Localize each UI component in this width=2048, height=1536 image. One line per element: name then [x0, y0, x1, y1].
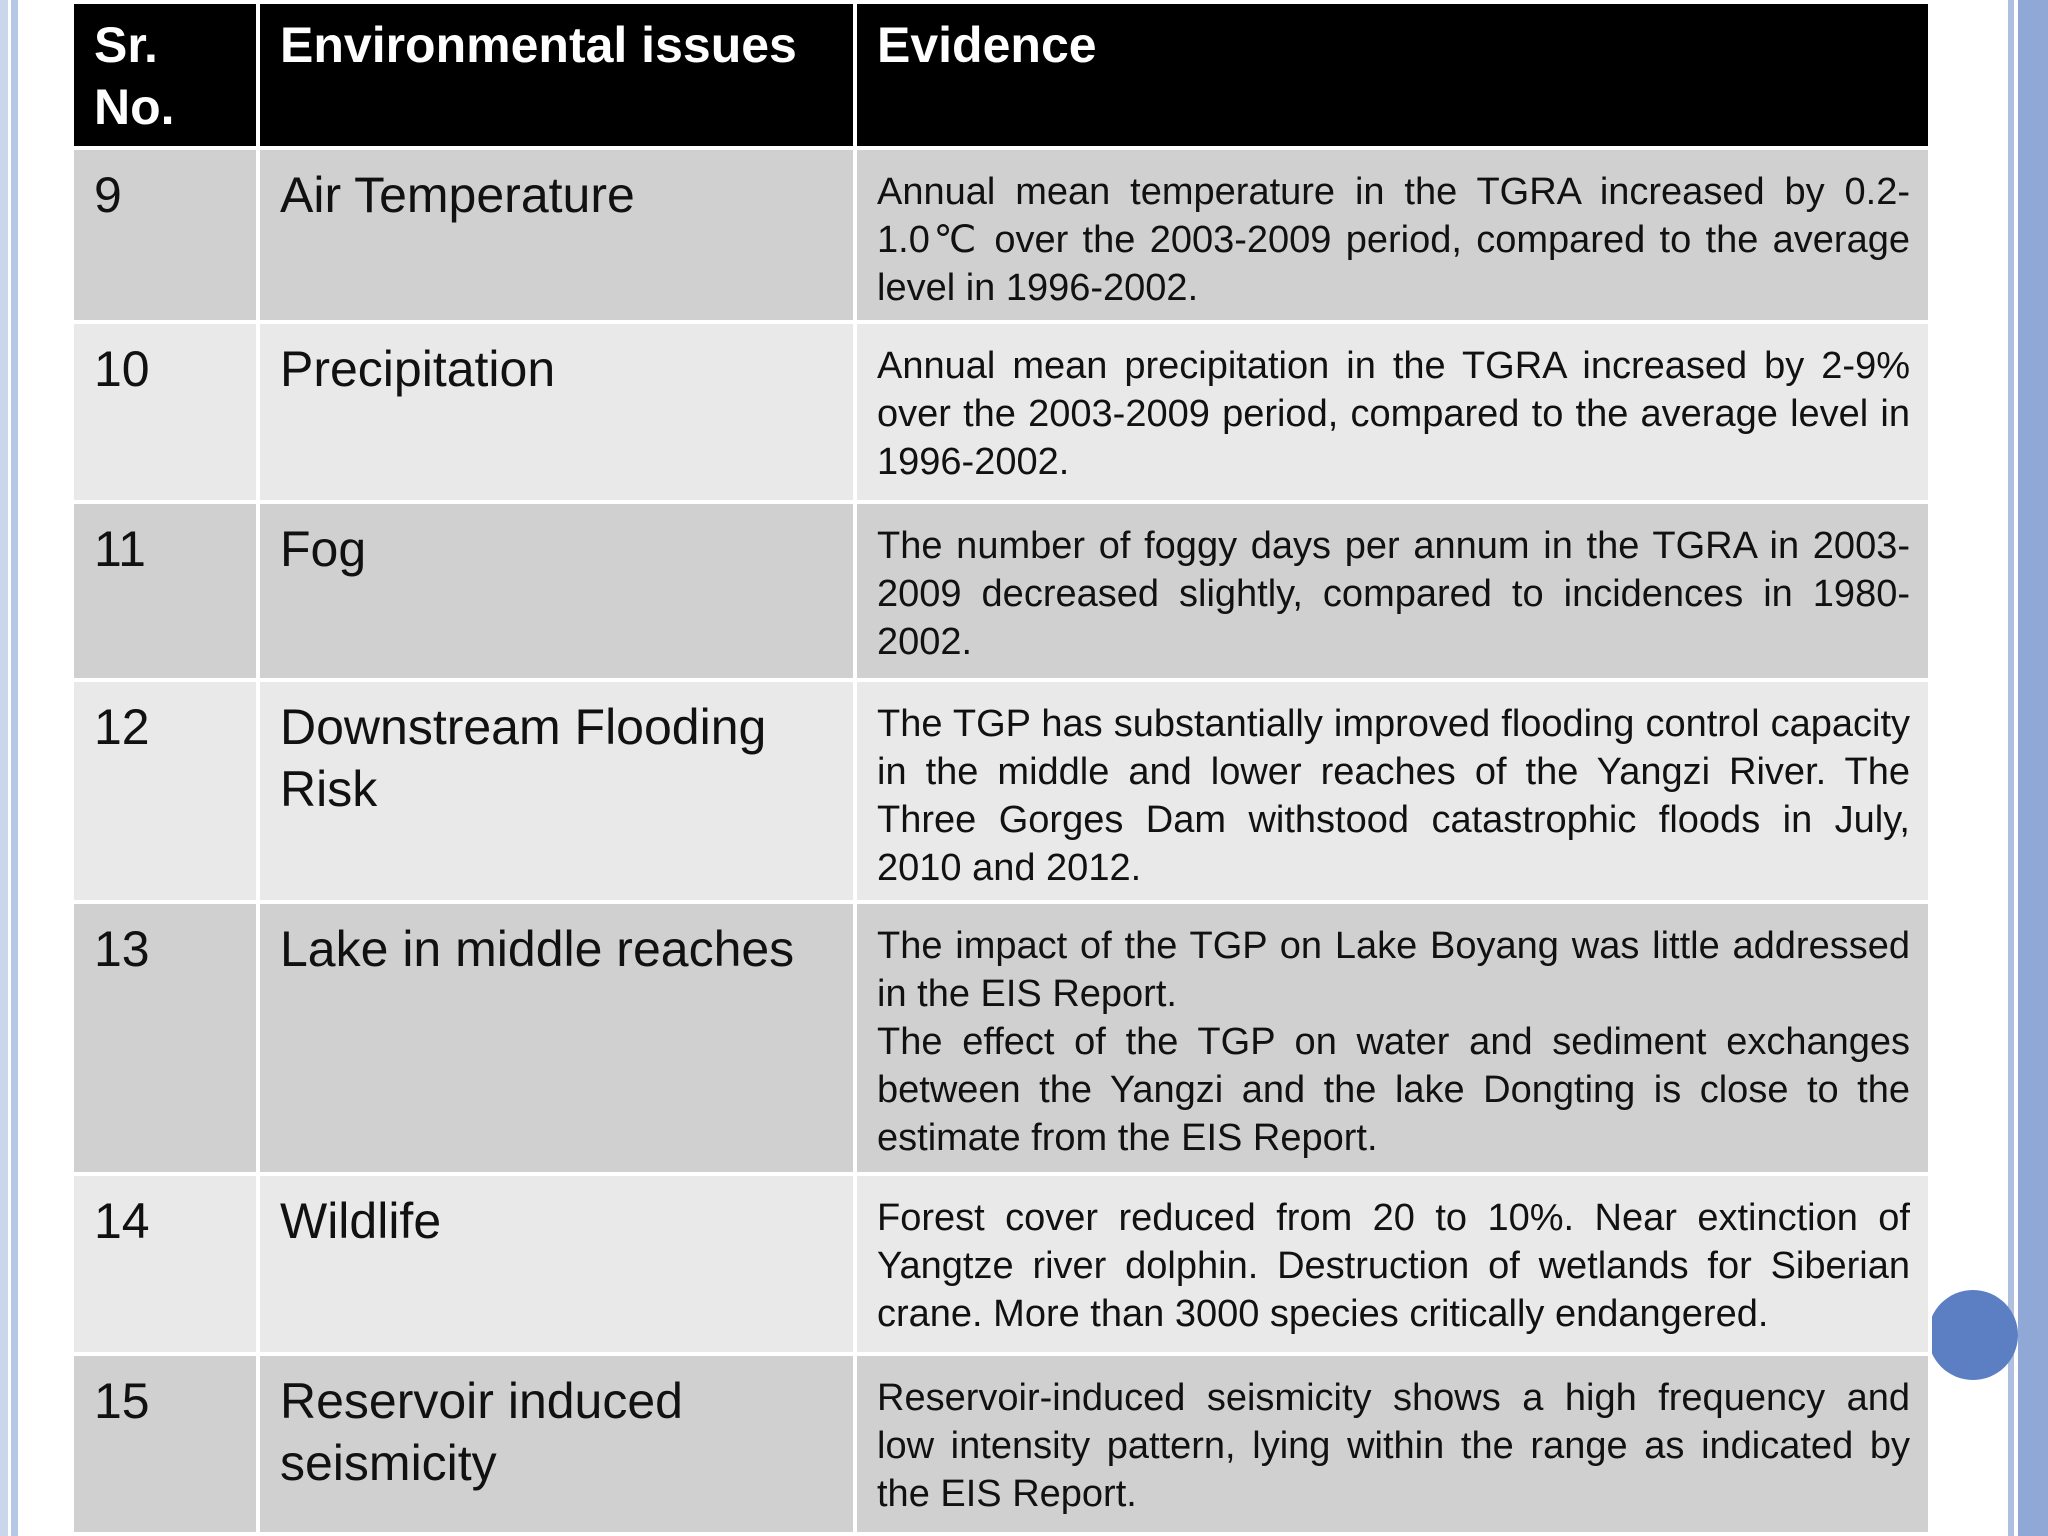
cell-issue: Lake in middle reaches: [258, 902, 855, 1174]
cell-evidence: [855, 902, 1930, 1174]
cell-evidence: [855, 322, 1930, 502]
slide-frame-left: [0, 0, 18, 1536]
cell-sr-no: 15: [72, 1354, 258, 1534]
cell-issue: Reservoir induced seismicity: [258, 1354, 855, 1534]
header-evidence: Evidence: [855, 2, 1930, 148]
header-sr-no: Sr. No.: [72, 2, 258, 148]
table-row: [72, 322, 1930, 502]
table-row: [72, 902, 1930, 1174]
cell-evidence: [855, 148, 1930, 322]
evidence-text: Reservoir-induced seismicity shows a high frequency and low intensity pattern, lying within the range as indicated by the EIS Report.: [877, 1377, 1910, 1515]
evidence-text: Annual mean temperature in the TGRA increased by 0.2-1.0℃ over the 2003-2009 period, compared to the average level in 1996-2002.: [877, 171, 1910, 309]
cell-sr-no: 13: [72, 902, 258, 1174]
cell-issue: Wildlife: [258, 1174, 855, 1354]
cell-evidence: [855, 680, 1930, 902]
cell-evidence: [855, 1354, 1930, 1534]
cell-evidence: [855, 502, 1930, 680]
cell-sr-no: 10: [72, 322, 258, 502]
evidence-text: The TGP has substantially improved flooding control capacity in the middle and lower reaches of the Yangzi River. The Three Gorges Dam withstood catastrophic floods in July, 2010 and 2012.: [877, 703, 1910, 889]
table-header-row: [72, 2, 1930, 148]
evidence-text: Annual mean precipitation in the TGRA increased by 2-9% over the 2003-2009 period, compared to the average level in 1996-2002.: [877, 345, 1910, 483]
slide-number-circle: [1928, 1290, 2018, 1380]
cell-issue: Downstream Flooding Risk: [258, 680, 855, 902]
cell-issue: Air Temperature: [258, 148, 855, 322]
table-row: [72, 502, 1930, 680]
cell-sr-no: 11: [72, 502, 258, 680]
table-row: [72, 148, 1930, 322]
evidence-text: The effect of the TGP on water and sediment exchanges between the Yangzi and the lake Dongting is close to the estimate from the EIS Report.: [877, 1021, 1910, 1159]
environmental-issues-table: [70, 0, 1932, 1536]
cell-issue: Fog: [258, 502, 855, 680]
cell-sr-no: 14: [72, 1174, 258, 1354]
evidence-text: The impact of the TGP on Lake Boyang was little addressed in the EIS Report.: [877, 925, 1910, 1015]
cell-sr-no: 9: [72, 148, 258, 322]
table-row: [72, 1174, 1930, 1354]
header-environmental-issues: Environmental issues: [258, 2, 855, 148]
cell-sr-no: 12: [72, 680, 258, 902]
cell-evidence: [855, 1174, 1930, 1354]
cell-issue: Precipitation: [258, 322, 855, 502]
table-row: [72, 680, 1930, 902]
table-row: [72, 1354, 1930, 1534]
evidence-text: The number of foggy days per annum in the TGRA in 2003-2009 decreased slightly, compared to incidences in 1980-2002.: [877, 525, 1910, 663]
evidence-text: Forest cover reduced from 20 to 10%. Near extinction of Yangtze river dolphin. Destruction of wetlands for Siberian crane. More than 3000 species critically endangered.: [877, 1197, 1910, 1335]
